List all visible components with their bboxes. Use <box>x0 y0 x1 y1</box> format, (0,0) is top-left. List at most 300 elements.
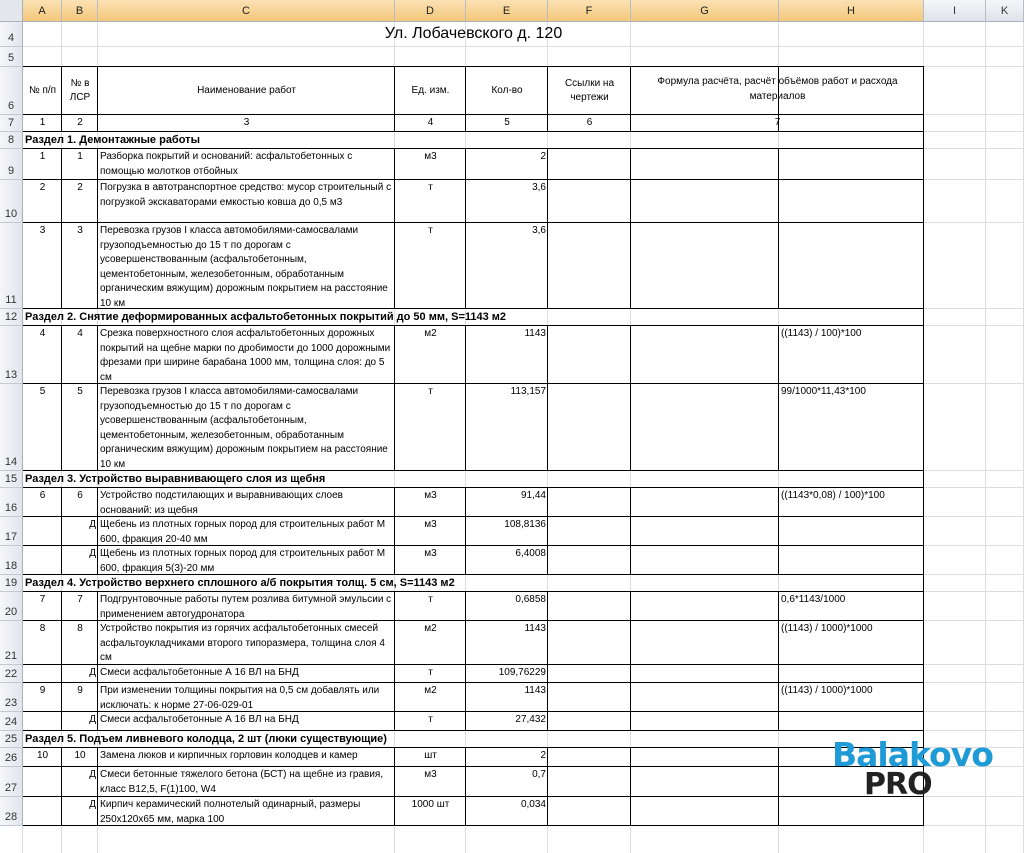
cell-work-name[interactable] <box>98 384 395 471</box>
cell-work-name[interactable] <box>98 149 395 180</box>
header-formula-text: Формула расчёта, расчёт объёмов работ и расхода материалов <box>657 76 898 102</box>
cell-formula[interactable] <box>779 592 924 621</box>
cell-work-name-text: Перевозка грузов I класса автомобилями-самосвалами грузоподъемностью до 15 т по дорогам с усовершенствованным (асфальтобетонным, цементобетонным, железобетонным, обработанным органическим вяжущим) дорожным покрытием на расстояние 10 км <box>100 386 388 470</box>
row-header-9[interactable] <box>0 149 23 180</box>
cell-lsr[interactable] <box>62 326 98 384</box>
row-header-19[interactable] <box>0 575 23 592</box>
cell-number[interactable] <box>23 223 62 309</box>
cell-work-name[interactable] <box>98 326 395 384</box>
cell-calc[interactable] <box>631 223 779 309</box>
row-number: 20 <box>4 606 18 618</box>
cell-unit[interactable] <box>395 665 466 683</box>
cell-quantity[interactable] <box>466 767 548 797</box>
cell-lsr[interactable] <box>62 665 98 683</box>
cell-number-text: 8 <box>39 623 46 634</box>
column-header-b[interactable]: B <box>62 0 98 22</box>
cell-lsr[interactable] <box>62 767 98 797</box>
row-header-18[interactable] <box>0 546 23 575</box>
cell-lsr-text: 1 <box>77 151 83 162</box>
cell-formula[interactable] <box>779 546 924 575</box>
cell-lsr-text: 6 <box>77 490 83 501</box>
cell-quantity-text: 109,76229 <box>498 667 546 678</box>
cell-unit-text: т <box>428 714 433 725</box>
cell-refs[interactable] <box>548 748 631 767</box>
cell-unit-text: т <box>428 386 433 397</box>
cell-refs[interactable] <box>548 149 631 180</box>
cell-work-name-text: Срезка поверхностного слоя асфальтобетонных дорожных покрытий на щебне марки по дробимости до 1000 дорожными фрезами при ширине барабана 1000 мм, толщина слоя: до 5 см <box>100 328 391 383</box>
row-number: 17 <box>4 531 18 543</box>
cell-lsr-text: 5 <box>77 386 83 397</box>
cell-number-text: 7 <box>39 594 46 605</box>
cell-refs[interactable] <box>548 767 631 797</box>
cell-quantity-text: 1143 <box>524 685 546 696</box>
cell-unit[interactable] <box>395 546 466 575</box>
cell-unit-text: т <box>428 182 433 193</box>
cell-quantity[interactable] <box>466 665 548 683</box>
cell-quantity[interactable] <box>466 748 548 767</box>
row-number: 9 <box>7 165 15 177</box>
header-refs-text: Ссылки на чертежи <box>564 77 615 103</box>
cell-formula-text: ((1143) / 100)*100 <box>781 328 862 339</box>
cell-refs[interactable] <box>548 488 631 517</box>
cell-work-name[interactable] <box>98 748 395 767</box>
cell-number[interactable] <box>23 517 62 546</box>
row-header-13[interactable] <box>0 326 23 384</box>
cell-number-text: 10 <box>36 750 49 761</box>
cell-lsr-text: Д <box>89 667 96 678</box>
section-heading-s2-text: Раздел 2. Снятие деформированных асфальтобетонных покрытий до 50 мм, S=1143 м2 <box>25 311 507 323</box>
cell-work-name-text: Щебень из плотных горных пород для строительных работ М 600, фракция 20-40 мм <box>100 519 386 545</box>
row-header-4[interactable] <box>0 22 23 47</box>
cell-work-name[interactable] <box>98 592 395 621</box>
header-unit[interactable] <box>395 67 466 115</box>
cell-unit[interactable] <box>395 223 466 309</box>
cell-quantity-text: 27,432 <box>515 714 546 725</box>
header-name-text: Наименование работ <box>197 84 296 96</box>
index-cell[interactable] <box>98 115 395 132</box>
row-number: 6 <box>7 100 15 112</box>
cell-work-name[interactable] <box>98 712 395 731</box>
cell-unit[interactable] <box>395 748 466 767</box>
cell-lsr-text: 3 <box>77 225 83 236</box>
index-cell[interactable] <box>395 115 466 132</box>
row-header-17[interactable] <box>0 517 23 546</box>
section-heading-s5[interactable] <box>23 731 924 748</box>
row-header-26[interactable] <box>0 748 23 767</box>
cell-work-name-text: Устройство покрытия из горячих асфальтобетонных смесей асфальтоукладчиками второго типоразмера, толщина слоя 4 см <box>100 623 385 663</box>
cell-work-name-text: Смеси асфальтобетонные А 16 ВЛ на БНД <box>100 714 299 725</box>
cell-work-name-text: Погрузка в автотранспортное средство: мусор строительный с погрузкой экскаваторами емкостью ковша до 0,5 м3 <box>100 182 392 208</box>
cell-formula[interactable] <box>779 180 924 223</box>
cell-unit[interactable] <box>395 488 466 517</box>
cell-refs[interactable] <box>548 621 631 665</box>
cell-refs[interactable] <box>548 665 631 683</box>
header-name[interactable] <box>98 67 395 115</box>
column-header-h[interactable]: H <box>779 0 924 22</box>
row-header-14[interactable] <box>0 384 23 471</box>
cell-lsr[interactable] <box>62 488 98 517</box>
cell-unit[interactable] <box>395 797 466 826</box>
cell-unit[interactable] <box>395 149 466 180</box>
cell-quantity[interactable] <box>466 592 548 621</box>
cell-lsr[interactable] <box>62 621 98 665</box>
cell-unit-text: м2 <box>424 623 437 634</box>
cell-quantity[interactable] <box>466 546 548 575</box>
cell-work-name-text: При изменении толщины покрытия на 0,5 см добавлять или исключать: к норме 27-06-029-01 <box>100 685 380 711</box>
row-number: 8 <box>7 134 15 146</box>
cell-number[interactable] <box>23 712 62 731</box>
header-refs[interactable] <box>548 67 631 115</box>
row-number: 14 <box>4 456 18 468</box>
index-cell-text: 3 <box>243 117 250 128</box>
cell-calc[interactable] <box>631 621 779 665</box>
cell-formula[interactable] <box>779 712 924 731</box>
cell-number[interactable] <box>23 767 62 797</box>
column-header-e[interactable]: E <box>466 0 548 22</box>
cell-work-name-text: Перевозка грузов I класса автомобилями-самосвалами грузоподъемностью до 15 т по дорогам с усовершенствованным (асфальтобетонным, цементобетонным, железобетонным, обработанным органическим вяжущим) дорожным покрытием на расстояние 10 км <box>100 225 388 309</box>
cell-quantity[interactable] <box>466 621 548 665</box>
cell-work-name[interactable] <box>98 223 395 309</box>
cell-work-name-text: Щебень из плотных горных пород для строительных работ М 600, фракция 5(3)-20 мм <box>100 548 386 574</box>
row-number: 21 <box>4 650 18 662</box>
cell-unit-text: м2 <box>424 685 437 696</box>
cell-calc[interactable] <box>631 180 779 223</box>
cell-lsr-text: Д <box>89 799 96 810</box>
cell-work-name[interactable] <box>98 180 395 223</box>
row-number: 27 <box>4 782 18 794</box>
cell-formula[interactable] <box>779 149 924 180</box>
cell-work-name[interactable] <box>98 517 395 546</box>
cell-number[interactable] <box>23 384 62 471</box>
column-header-g[interactable]: G <box>631 0 779 22</box>
cell-quantity-text: 91,44 <box>520 490 546 501</box>
cell-calc[interactable] <box>631 748 779 767</box>
cell-formula-text: 99/1000*11,43*100 <box>781 386 866 397</box>
cell-unit-text: м3 <box>424 548 437 559</box>
cell-calc[interactable] <box>631 517 779 546</box>
row-header-21[interactable] <box>0 621 23 665</box>
row-header-6[interactable] <box>0 67 23 115</box>
cell-lsr[interactable] <box>62 592 98 621</box>
index-cell[interactable] <box>23 115 62 132</box>
cell-number[interactable] <box>23 546 62 575</box>
cell-lsr[interactable] <box>62 180 98 223</box>
cell-refs[interactable] <box>548 517 631 546</box>
row-header-22[interactable] <box>0 665 23 683</box>
cell-number[interactable] <box>23 683 62 712</box>
cell-number[interactable] <box>23 665 62 683</box>
cell-work-name-text: Разборка покрытий и оснований: асфальтобетонных с помощью молотков отбойных <box>100 151 353 177</box>
row-header-12[interactable] <box>0 309 23 326</box>
cell-quantity-text: 1143 <box>524 328 546 339</box>
row-number: 5 <box>7 52 15 64</box>
cell-refs[interactable] <box>548 223 631 309</box>
cell-lsr-text: Д <box>89 548 96 559</box>
cell-work-name[interactable] <box>98 797 395 826</box>
balakovo-pro-watermark <box>832 735 992 805</box>
cell-unit-text: м2 <box>424 328 437 339</box>
cell-refs[interactable] <box>548 683 631 712</box>
cell-work-name[interactable] <box>98 683 395 712</box>
row-number: 12 <box>4 311 18 323</box>
cell-formula[interactable] <box>779 384 924 471</box>
column-header-k[interactable]: K <box>986 0 1024 22</box>
row-number: 13 <box>4 369 18 381</box>
cell-quantity-text: 113,157 <box>510 386 546 397</box>
header-num[interactable] <box>23 67 62 115</box>
cell-quantity-text: 0,6858 <box>515 594 546 605</box>
cell-calc[interactable] <box>631 488 779 517</box>
cell-formula[interactable] <box>779 665 924 683</box>
cell-unit[interactable] <box>395 180 466 223</box>
gridline-v <box>985 22 986 853</box>
cell-work-name[interactable] <box>98 767 395 797</box>
cell-unit-text: м3 <box>424 519 437 530</box>
cell-formula[interactable] <box>779 621 924 665</box>
row-header-15[interactable] <box>0 471 23 488</box>
cell-refs[interactable] <box>548 797 631 826</box>
cell-lsr-text: 2 <box>77 182 83 193</box>
cell-refs[interactable] <box>548 180 631 223</box>
section-heading-s2[interactable] <box>23 309 924 326</box>
watermark-top: Balakovo <box>832 735 993 774</box>
row-header-5[interactable] <box>0 47 23 67</box>
cell-calc[interactable] <box>631 683 779 712</box>
section-heading-s4[interactable] <box>23 575 924 592</box>
cell-quantity-text: 6,4008 <box>515 548 546 559</box>
cell-quantity[interactable] <box>466 797 548 826</box>
cell-lsr[interactable] <box>62 797 98 826</box>
row-header-23[interactable] <box>0 683 23 712</box>
sheet-title-text: Ул. Лобачевского д. 120 <box>384 25 563 43</box>
index-cell[interactable] <box>466 115 548 132</box>
cell-lsr-text: Д <box>89 769 96 780</box>
cell-quantity-text: 0,7 <box>532 769 546 780</box>
header-num-text: № п/п <box>28 84 57 96</box>
column-header-d[interactable]: D <box>395 0 466 22</box>
header-unit-text: Ед. изм. <box>411 84 450 96</box>
cell-quantity[interactable] <box>466 517 548 546</box>
cell-unit[interactable] <box>395 326 466 384</box>
cell-calc[interactable] <box>631 665 779 683</box>
cell-unit[interactable] <box>395 767 466 797</box>
cell-quantity[interactable] <box>466 180 548 223</box>
column-header-a[interactable]: A <box>23 0 62 22</box>
cell-work-name-text: Подгрунтовочные работы путем розлива битумной эмульсии с применением автогудронатора <box>100 594 392 620</box>
cell-formula[interactable] <box>779 683 924 712</box>
row-number: 7 <box>7 117 15 129</box>
cell-number-text: 2 <box>39 182 46 193</box>
cell-lsr[interactable] <box>62 683 98 712</box>
cell-refs[interactable] <box>548 592 631 621</box>
index-cell-text: 6 <box>586 117 593 128</box>
cell-calc[interactable] <box>631 384 779 471</box>
cell-quantity[interactable] <box>466 683 548 712</box>
cell-quantity-text: 108,8136 <box>504 519 546 530</box>
cell-unit[interactable] <box>395 592 466 621</box>
cell-quantity-text: 1143 <box>524 623 546 634</box>
cell-number[interactable] <box>23 180 62 223</box>
cell-lsr[interactable] <box>62 384 98 471</box>
cell-work-name-text: Кирпич керамический полнотелый одинарный, размеры 250х120х65 мм, марка 100 <box>100 799 361 825</box>
header-qty[interactable] <box>466 67 548 115</box>
cell-number[interactable] <box>23 592 62 621</box>
row-header-10[interactable] <box>0 180 23 223</box>
cell-number[interactable] <box>23 797 62 826</box>
row-number: 11 <box>5 294 17 306</box>
cell-formula-text: 0,6*1143/1000 <box>781 594 846 605</box>
header-lsr-text: № в ЛСР <box>69 77 91 103</box>
row-header-16[interactable] <box>0 488 23 517</box>
cell-calc[interactable] <box>631 592 779 621</box>
cell-unit[interactable] <box>395 683 466 712</box>
row-header-25[interactable] <box>0 731 23 748</box>
cell-unit-text: м3 <box>424 490 437 501</box>
cell-unit[interactable] <box>395 712 466 731</box>
cell-number[interactable] <box>23 326 62 384</box>
row-number: 26 <box>4 752 18 764</box>
row-header-24[interactable] <box>0 712 23 731</box>
cell-lsr[interactable] <box>62 712 98 731</box>
cell-quantity-text: 0,034 <box>520 799 546 810</box>
cell-formula[interactable] <box>779 488 924 517</box>
index-cell-text: 4 <box>427 117 434 128</box>
cell-lsr-text: 8 <box>77 623 83 634</box>
row-header-20[interactable] <box>0 592 23 621</box>
cell-lsr[interactable] <box>62 149 98 180</box>
cell-number[interactable] <box>23 149 62 180</box>
cell-formula-text: ((1143) / 1000)*1000 <box>781 623 873 634</box>
cell-calc[interactable] <box>631 767 779 797</box>
row-number: 4 <box>7 32 15 44</box>
row-header-8[interactable] <box>0 132 23 149</box>
cell-quantity[interactable] <box>466 149 548 180</box>
cell-refs[interactable] <box>548 384 631 471</box>
cell-unit-text: м3 <box>424 769 437 780</box>
index-cell-text: 2 <box>77 117 83 128</box>
index-cell[interactable] <box>631 115 924 132</box>
row-number: 16 <box>4 502 18 514</box>
section-heading-s3[interactable] <box>23 471 924 488</box>
sheet-title[interactable] <box>23 22 924 47</box>
cell-calc[interactable] <box>631 797 779 826</box>
cell-lsr-text: 4 <box>77 328 83 339</box>
row-number: 23 <box>4 697 18 709</box>
cell-work-name[interactable] <box>98 621 395 665</box>
cell-calc[interactable] <box>631 149 779 180</box>
cell-refs[interactable] <box>548 326 631 384</box>
cell-number[interactable] <box>23 621 62 665</box>
column-header-f[interactable]: F <box>548 0 631 22</box>
row-number: 25 <box>4 733 18 745</box>
cell-quantity-text: 2 <box>540 750 546 761</box>
cell-work-name-text: Устройство подстилающих и выравнивающих слоев оснований: из щебня <box>100 490 343 516</box>
cell-refs[interactable] <box>548 546 631 575</box>
cell-formula[interactable] <box>779 517 924 546</box>
cell-formula-text: ((1143) / 1000)*1000 <box>781 685 873 696</box>
row-number: 19 <box>4 577 18 589</box>
row-header-7[interactable] <box>0 115 23 132</box>
cell-work-name[interactable] <box>98 488 395 517</box>
cell-unit-text: 1000 шт <box>411 799 450 810</box>
index-cell[interactable] <box>548 115 631 132</box>
section-heading-s5-text: Раздел 5. Подъем ливневого колодца, 2 шт (люки существующие) <box>25 733 387 745</box>
cell-formula-text: ((1143*0,08) / 100)*100 <box>781 490 885 501</box>
row-header-28[interactable] <box>0 797 23 826</box>
cell-number-text: 1 <box>39 151 46 162</box>
row-number: 22 <box>4 668 18 680</box>
row-number: 10 <box>4 208 18 220</box>
select-all-corner[interactable] <box>0 0 23 22</box>
cell-work-name-text: Замена люков и кирпичных горловин колодцев и камер <box>100 750 358 761</box>
cell-unit[interactable] <box>395 621 466 665</box>
cell-calc[interactable] <box>631 546 779 575</box>
cell-quantity-text: 3,6 <box>532 182 546 193</box>
cell-number[interactable] <box>23 488 62 517</box>
cell-work-name-text: Смеси асфальтобетонные А 16 ВЛ на БНД <box>100 667 299 678</box>
cell-refs[interactable] <box>548 712 631 731</box>
cell-lsr[interactable] <box>62 223 98 309</box>
cell-lsr[interactable] <box>62 517 98 546</box>
header-formula[interactable] <box>631 67 924 115</box>
column-header-c[interactable]: C <box>98 0 395 22</box>
row-header-11[interactable] <box>0 223 23 309</box>
cell-formula[interactable] <box>779 326 924 384</box>
cell-work-name-text: Смеси бетонные тяжелого бетона (БСТ) на щебне из гравия, класс B12,5, F(1)100, W4 <box>100 769 384 795</box>
cell-number-text: 3 <box>39 225 46 236</box>
index-cell-text: 5 <box>504 117 510 128</box>
cell-number-text: 6 <box>39 490 46 501</box>
cell-lsr[interactable] <box>62 546 98 575</box>
cell-quantity[interactable] <box>466 488 548 517</box>
cell-unit[interactable] <box>395 517 466 546</box>
cell-lsr-text: 9 <box>77 685 83 696</box>
index-cell[interactable] <box>62 115 98 132</box>
cell-calc[interactable] <box>631 326 779 384</box>
index-cell-text: 7 <box>774 117 781 128</box>
cell-quantity[interactable] <box>466 712 548 731</box>
cell-work-name[interactable] <box>98 546 395 575</box>
column-header-i[interactable]: I <box>924 0 986 22</box>
section-heading-s3-text: Раздел 3. Устройство выравнивающего слоя из щебня <box>25 473 326 485</box>
header-lsr[interactable] <box>62 67 98 115</box>
section-heading-s4-text: Раздел 4. Устройство верхнего сплошного а/б покрытия толщ. 5 см, S=1143 м2 <box>25 577 455 589</box>
cell-lsr-text: Д <box>89 519 96 530</box>
cell-quantity-text: 2 <box>540 151 546 162</box>
cell-calc[interactable] <box>631 712 779 731</box>
cell-lsr-text: 7 <box>77 594 83 605</box>
cell-work-name[interactable] <box>98 665 395 683</box>
cell-unit-text: м3 <box>424 151 437 162</box>
row-header-27[interactable] <box>0 767 23 797</box>
cell-formula[interactable] <box>779 223 924 309</box>
cell-lsr-text: Д <box>89 714 96 725</box>
cell-lsr[interactable] <box>62 748 98 767</box>
cell-unit[interactable] <box>395 384 466 471</box>
cell-number-text: 5 <box>39 386 46 397</box>
cell-quantity[interactable] <box>466 384 548 471</box>
cell-quantity[interactable] <box>466 223 548 309</box>
section-heading-s1[interactable] <box>23 132 924 149</box>
cell-quantity[interactable] <box>466 326 548 384</box>
row-number: 15 <box>4 473 18 485</box>
cell-number[interactable] <box>23 748 62 767</box>
cell-number-text: 4 <box>39 328 46 339</box>
index-cell-text: 1 <box>39 117 46 128</box>
cell-lsr-text: 10 <box>74 750 86 761</box>
header-qty-text: Кол-во <box>491 84 523 96</box>
row-number: 18 <box>4 560 18 572</box>
